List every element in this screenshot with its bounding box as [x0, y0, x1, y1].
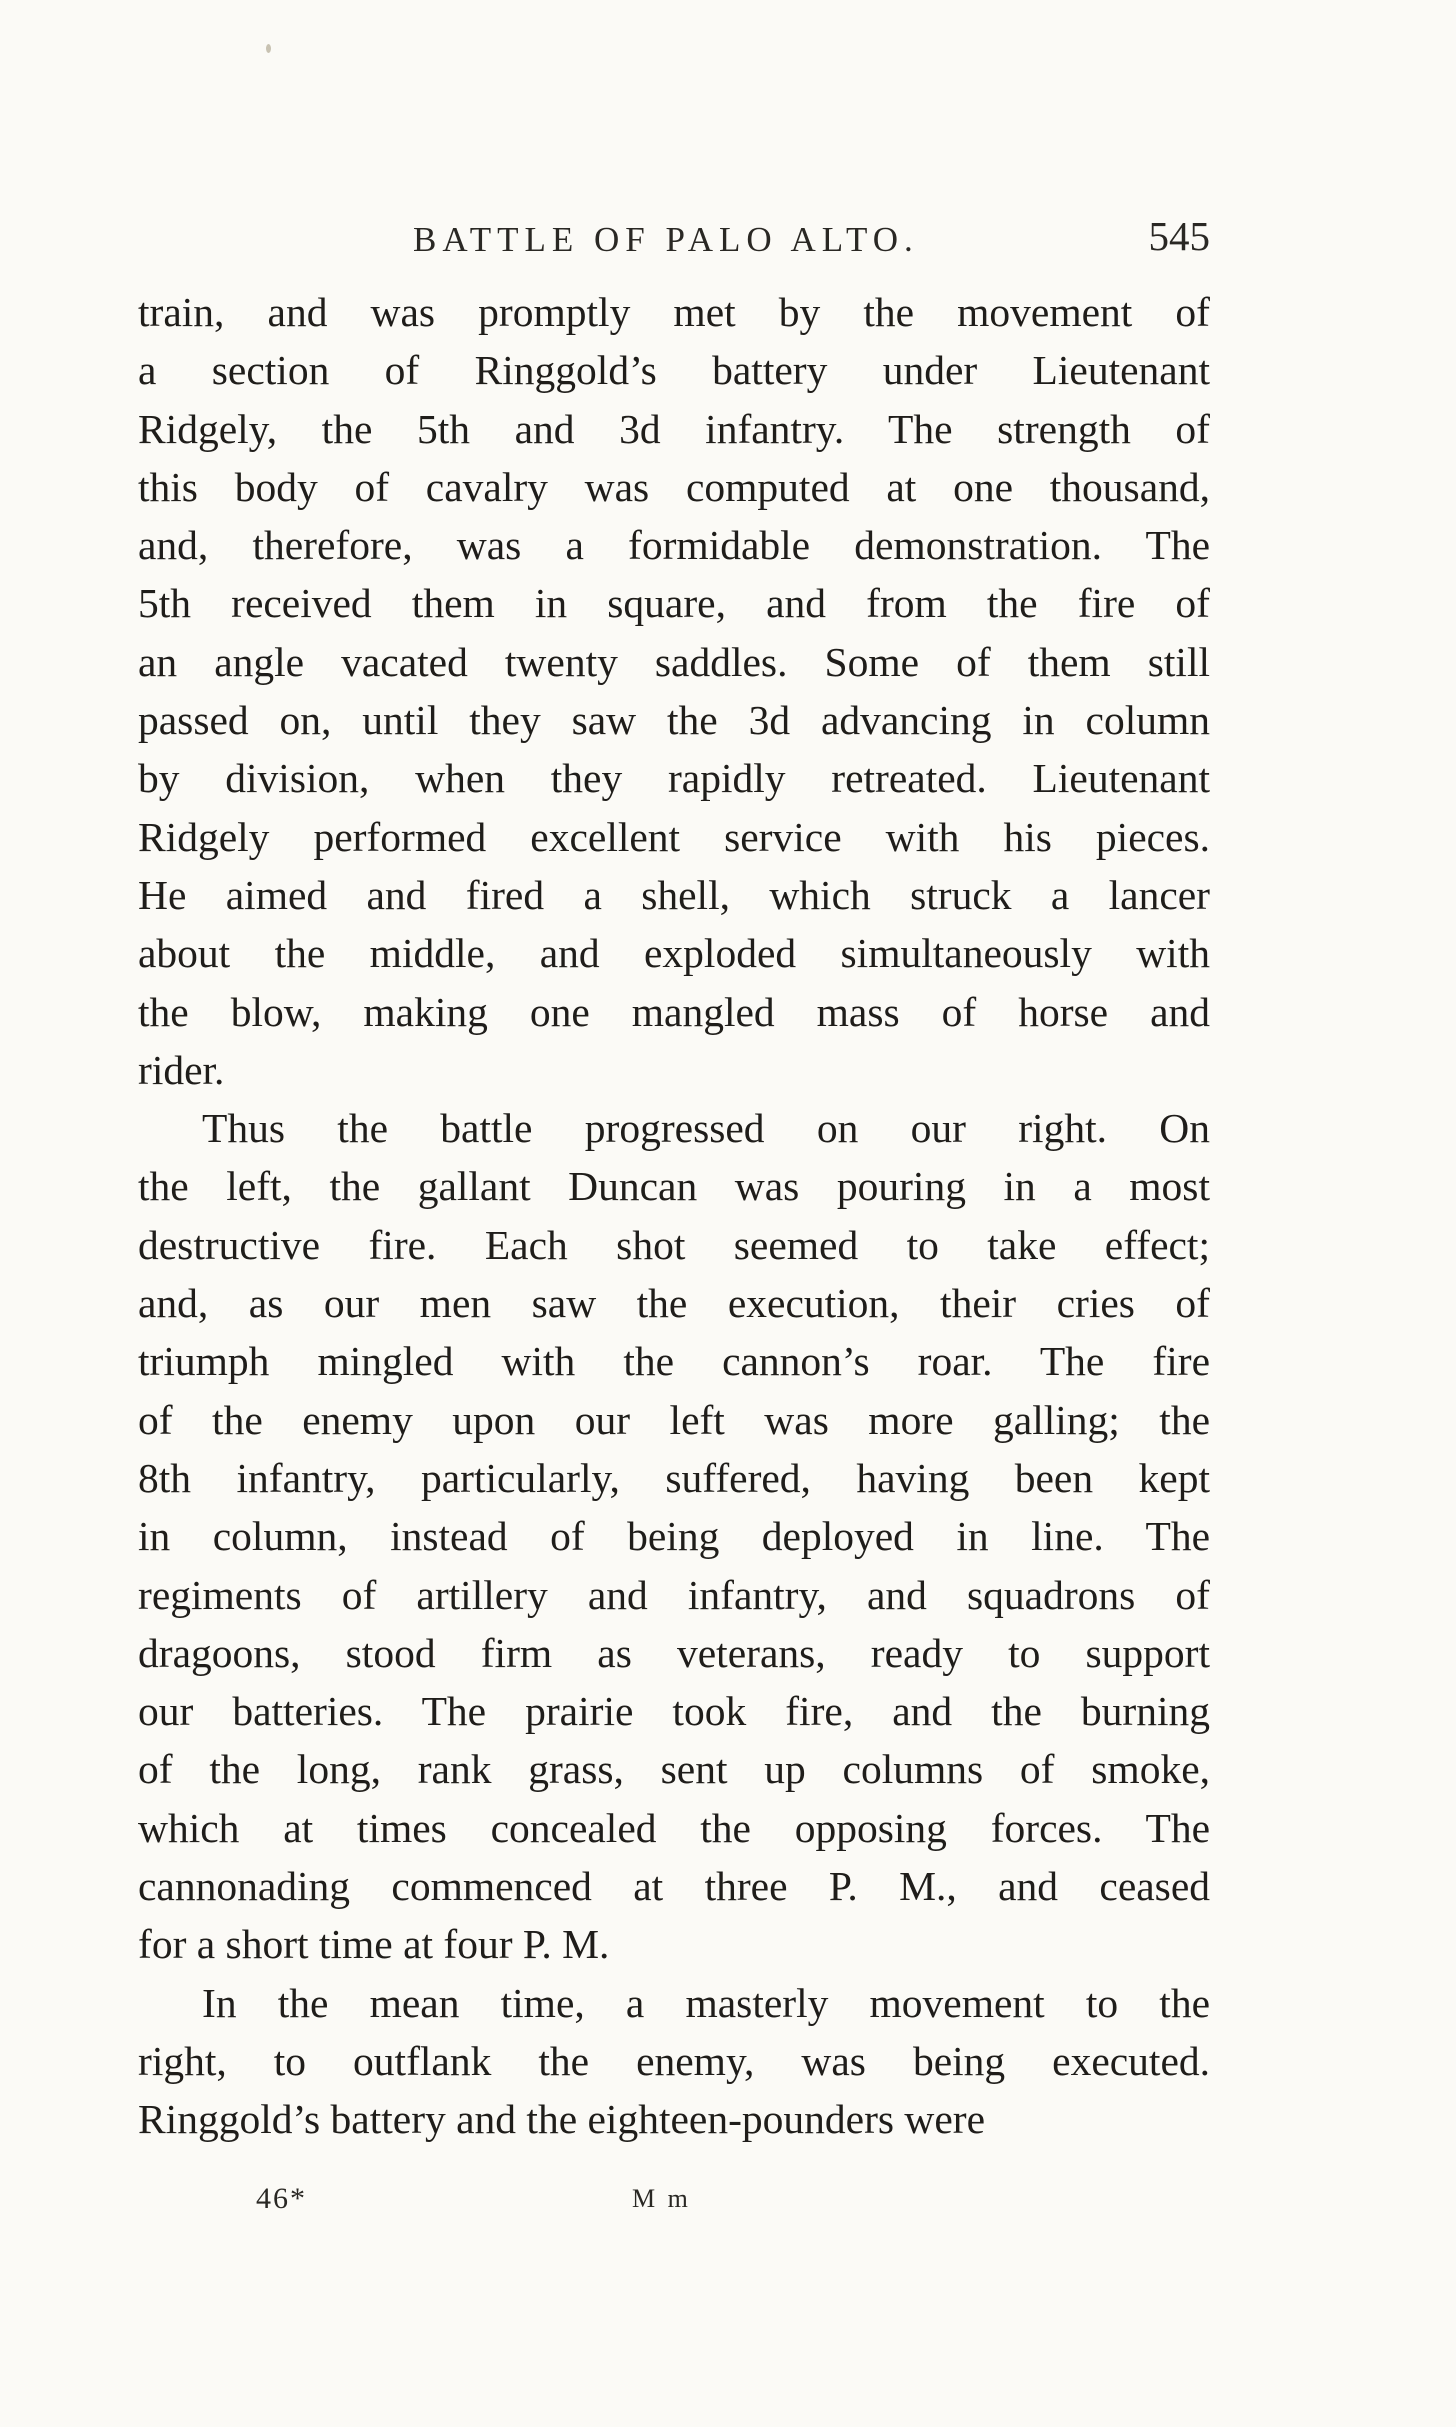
text-line: Ridgely performed excellent service with his pieces.: [138, 813, 1210, 860]
text-line: regiments of artillery and infantry, and squadrons of: [138, 1571, 1210, 1618]
text-line: the blow, making one mangled mass of horse and: [138, 988, 1210, 1035]
text-line: the left, the gallant Duncan was pouring in a most: [138, 1163, 1210, 1210]
text-line: of the long, rank grass, sent up columns of smoke,: [138, 1746, 1210, 1793]
text-line: about the middle, and exploded simultaneously with: [138, 930, 1210, 977]
text-line: in column, instead of being deployed in line. The: [138, 1513, 1210, 1560]
text-line: Thus the battle progressed on our right. On: [202, 1105, 1210, 1152]
page-number: 545: [1148, 213, 1210, 259]
text-line: Ringgold’s battery and the eighteen-pounders were: [138, 2096, 986, 2143]
page-header: [138, 212, 1210, 268]
text-line: for a short time at four P. M.: [138, 1921, 610, 1968]
text-line: 8th infantry, particularly, suffered, having been kept: [138, 1454, 1210, 1501]
text-line: by division, when they rapidly retreated. Lieutenant: [138, 755, 1210, 802]
text-line: He aimed and fired a shell, which struck a lancer: [138, 871, 1210, 918]
text-line: Ridgely, the 5th and 3d infantry. The strength of: [138, 405, 1210, 452]
text-line: destructive fire. Each shot seemed to take effect;: [138, 1221, 1210, 1268]
text-line: 5th received them in square, and from the fire of: [138, 580, 1210, 627]
text-line: and, therefore, was a formidable demonstration. The: [138, 522, 1210, 569]
text-line: of the enemy upon our left was more galling; the: [138, 1396, 1210, 1443]
text-line: passed on, until they saw the 3d advancing in column: [138, 697, 1210, 744]
text-line: an angle vacated twenty saddles. Some of them still: [138, 638, 1210, 685]
text-line: our batteries. The prairie took fire, and the burning: [138, 1688, 1210, 1735]
paragraph: [138, 283, 1210, 1099]
body-text: [138, 283, 1210, 2149]
text-line: right, to outflank the enemy, was being executed.: [138, 2037, 1210, 2084]
text-line: In the mean time, a masterly movement to the: [202, 1979, 1210, 2026]
text-line: train, and was promptly met by the movement of: [138, 289, 1210, 335]
text-line: cannonading commenced at three P. M., and ceased: [138, 1863, 1210, 1910]
paragraph: [138, 1974, 1210, 2149]
paper-speck: [266, 44, 271, 53]
paragraph: [138, 1099, 1210, 1973]
signature-mark-right: M m: [632, 2184, 691, 2213]
text-line: a section of Ringgold’s battery under Lieutenant: [138, 347, 1210, 394]
text-line: and, as our men saw the execution, their cries of: [138, 1280, 1210, 1327]
signature-mark-left: 46*: [256, 2182, 307, 2215]
text-line: triumph mingled with the cannon’s roar. The fire: [138, 1338, 1210, 1385]
text-line: dragoons, stood firm as veterans, ready to support: [138, 1629, 1210, 1676]
text-line: this body of cavalry was computed at one thousand,: [138, 463, 1210, 510]
page-footer: [138, 2182, 1210, 2222]
text-line: which at times concealed the opposing forces. The: [138, 1804, 1210, 1851]
running-head: BATTLE OF PALO ALTO.: [413, 220, 919, 259]
text-line: rider.: [138, 1046, 225, 1093]
